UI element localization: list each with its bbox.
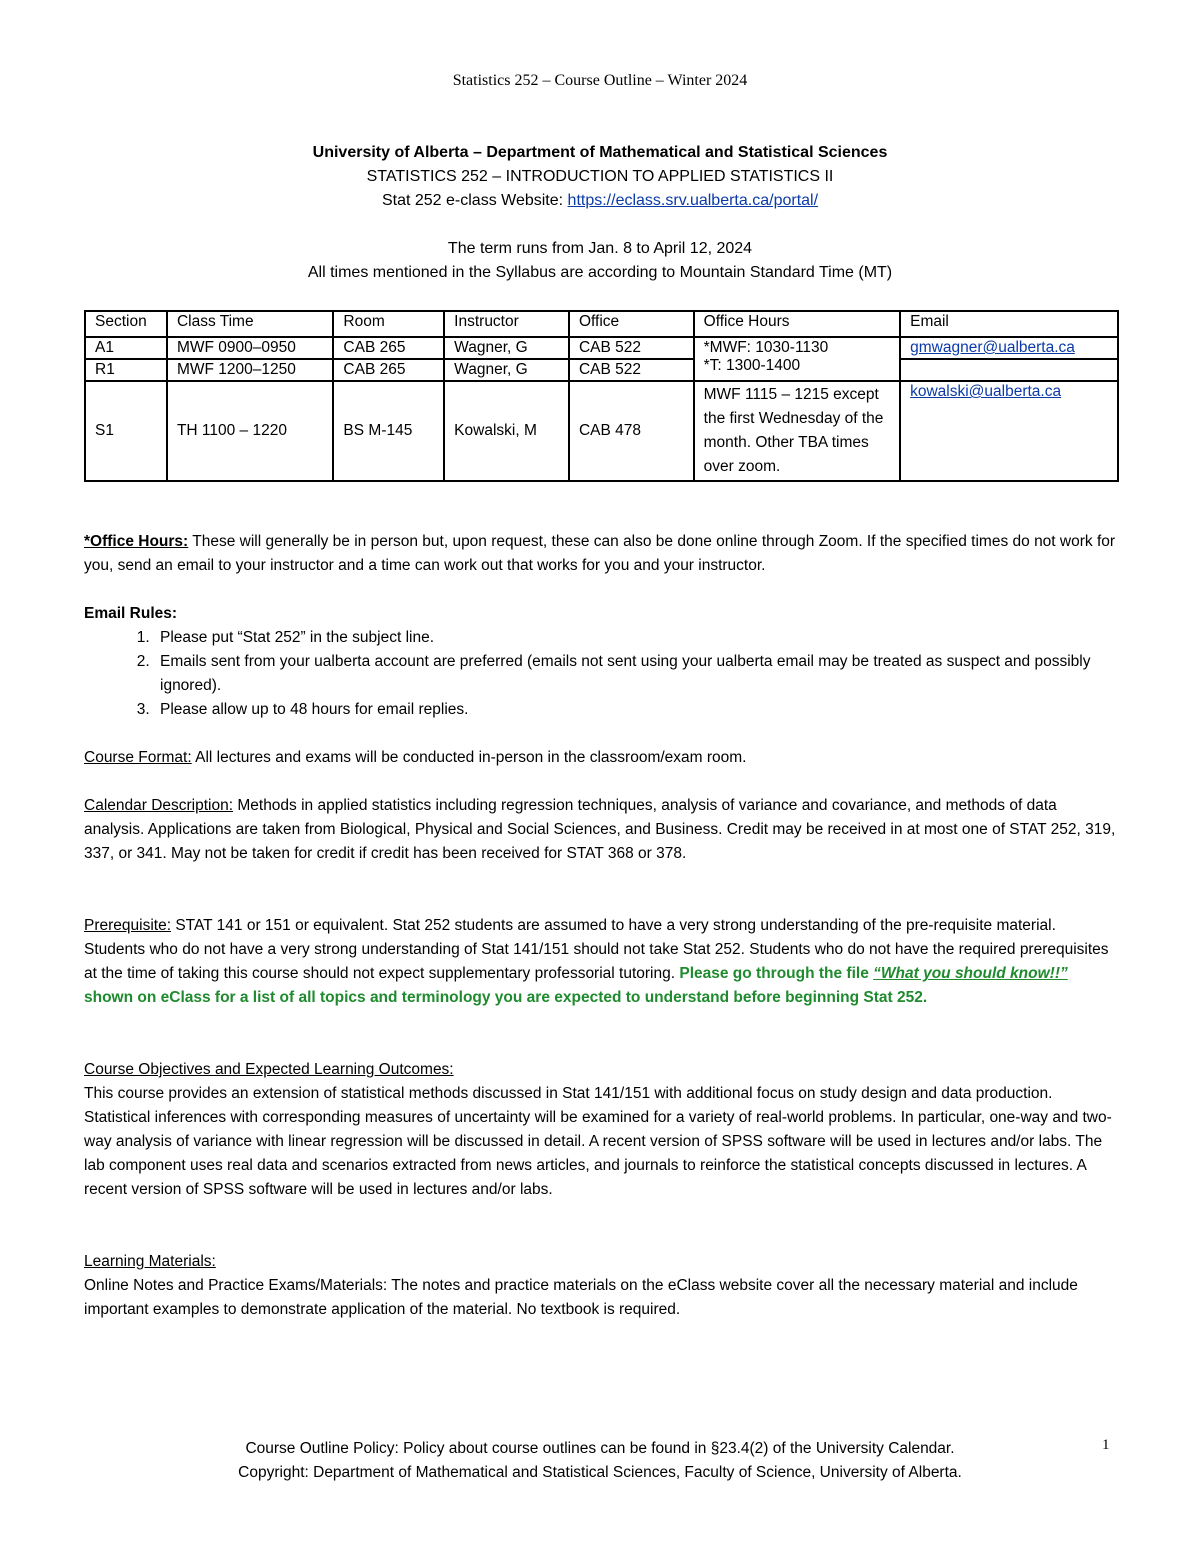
prerequisite-text: STAT 141 or 151 or equivalent. Stat 252 students are assumed to have a very strong understanding of the pre-requisite material. Students who do not have a very strong understanding of Stat 141/151 should not take Stat 252. Students who do not have the required prerequisites at the time of taking this course should not expect supplementary professorial tutoring. <box>84 917 1109 982</box>
calendar-description-label: Calendar Description: <box>84 797 234 814</box>
office-cell: CAB 522 <box>569 337 694 359</box>
prerequisite-label: Prerequisite: <box>84 917 172 934</box>
table-header-row <box>85 311 1118 337</box>
email-rules <box>84 602 1119 722</box>
office-hours-cell <box>694 337 900 381</box>
room-cell: BS M-145 <box>333 381 444 481</box>
prerequisite-file-link[interactable]: “What you should know!!” <box>873 965 1068 982</box>
table-row <box>85 381 1118 481</box>
running-header: Statistics 252 – Course Outline – Winter 2024 <box>452 72 748 89</box>
office-cell: CAB 478 <box>569 381 694 481</box>
office-hours-text: These will generally be in person but, upon request, these can also be done online through Zoom. If the specified times do not work for you, send an email to your instructor and a time can work out that works for you and your instructor. <box>84 533 1116 574</box>
list-item: 2. Emails sent from your ualberta account are preferred (emails not sent using your ualberta email may be treated as suspect and possibly ignored). <box>154 650 1119 698</box>
column-header: Instructor <box>444 311 569 337</box>
prerequisite <box>84 914 1119 1010</box>
course-title: STATISTICS 252 – INTRODUCTION TO APPLIED STATISTICS II <box>366 168 834 185</box>
class-time-cell: MWF 0900–0950 <box>167 337 333 359</box>
section-cell: R1 <box>85 359 167 381</box>
instructor-cell: Wagner, G <box>444 337 569 359</box>
schedule-table <box>84 310 1119 482</box>
class-time-cell: TH 1100 – 1220 <box>167 381 333 481</box>
website-line <box>0 189 1200 213</box>
learning-materials-title: Learning Materials: <box>84 1253 216 1270</box>
course-format-text: All lectures and exams will be conducted in-person in the classroom/exam room. <box>191 749 747 766</box>
email-cell <box>900 359 1118 381</box>
list-item: 3. Please allow up to 48 hours for email replies. <box>154 698 1119 722</box>
timezone-note: All times mentioned in the Syllabus are according to Mountain Standard Time (MT) <box>307 264 893 281</box>
instructor-cell: Wagner, G <box>444 359 569 381</box>
title-block <box>0 141 1200 213</box>
learning-materials <box>84 1250 1119 1322</box>
instructor-email-link[interactable]: gmwagner@ualberta.ca <box>910 339 1075 356</box>
office-hours-note <box>84 530 1119 578</box>
footer-policy: Course Outline Policy: Policy about course outlines can be found in §23.4(2) of the University Calendar. <box>245 1440 955 1457</box>
room-cell: CAB 265 <box>333 337 444 359</box>
column-header: Email <box>900 311 1118 337</box>
term-dates: The term runs from Jan. 8 to April 12, 2024 <box>447 240 753 257</box>
instructor-email-link[interactable]: kowalski@ualberta.ca <box>910 383 1062 400</box>
column-header: Section <box>85 311 167 337</box>
column-header: Class Time <box>167 311 333 337</box>
office-hours-line: *T: 1300-1400 <box>703 357 801 374</box>
section-cell: S1 <box>85 381 167 481</box>
email-rules-title: Email Rules: <box>84 605 178 622</box>
objectives-text: This course provides an extension of statistical methods discussed in Stat 141/151 with additional focus on study design and data production. Statistical inferences with corresponding measures of uncertainty will be examined for a variety of real-world problems. In particular, one-way and two-way analysis of variance with linear regression will be discussed in detail. A recent version of SPSS software will be used in lectures and/or labs. The lab component uses real data and scenarios extracted from news articles, and journals to reinforce the statistical concepts discussed in lectures. A recent version of SPSS software will be used in lectures and/or labs. <box>84 1085 1112 1198</box>
learning-materials-text: Online Notes and Practice Exams/Materials: The notes and practice materials on the eClass website cover all the necessary material and include important examples to demonstrate application of the material. No textbook is required. <box>84 1277 1078 1318</box>
office-hours-label: *Office Hours: <box>84 533 189 550</box>
prerequisite-highlight: Please go through the file “What you should know!!” shown on eClass for a list of all topics and terminology you are expected to understand before beginning Stat 252. <box>84 965 1068 1006</box>
page-number: 1 <box>1102 1437 1110 1453</box>
footer <box>0 1437 1200 1485</box>
email-cell <box>900 381 1118 481</box>
office-hours-cell: MWF 1115 – 1215 except the first Wednesday of the month. Other TBA times over zoom. <box>694 381 900 481</box>
column-header: Office <box>569 311 694 337</box>
footer-copyright: Copyright: Department of Mathematical and Statistical Sciences, Faculty of Science, University of Alberta. <box>238 1464 962 1481</box>
class-time-cell: MWF 1200–1250 <box>167 359 333 381</box>
room-cell: CAB 265 <box>333 359 444 381</box>
office-hours-line: *MWF: 1030-1130 <box>703 339 829 356</box>
list-item: 1. Please put “Stat 252” in the subject line. <box>154 626 1119 650</box>
term-block <box>0 237 1200 285</box>
course-format <box>84 746 1119 770</box>
section-cell: A1 <box>85 337 167 359</box>
email-cell <box>900 337 1118 359</box>
table-row <box>85 337 1118 359</box>
column-header: Room <box>333 311 444 337</box>
column-header: Office Hours <box>694 311 900 337</box>
website-label: Stat 252 e-class Website: <box>381 192 564 209</box>
course-objectives <box>84 1058 1119 1202</box>
website-link[interactable]: https://eclass.srv.ualberta.ca/portal/ <box>567 192 819 209</box>
course-format-label: Course Format: <box>84 749 192 766</box>
calendar-description <box>84 794 1119 866</box>
calendar-description-text: Methods in applied statistics including regression techniques, analysis of variance and covariance, and methods of data analysis. Applications are taken from Biological, Physical and Social Sciences, and Business. Credit may be received in at most one of STAT 252, 319, 337, or 341. May not be taken for credit if credit has been received for STAT 368 or 378. <box>84 797 1116 862</box>
university-title: University of Alberta – Department of Mathematical and Statistical Sciences <box>312 144 888 161</box>
instructor-cell: Kowalski, M <box>444 381 569 481</box>
table-row <box>85 359 1118 381</box>
objectives-title: Course Objectives and Expected Learning Outcomes: <box>84 1061 454 1078</box>
office-cell: CAB 522 <box>569 359 694 381</box>
